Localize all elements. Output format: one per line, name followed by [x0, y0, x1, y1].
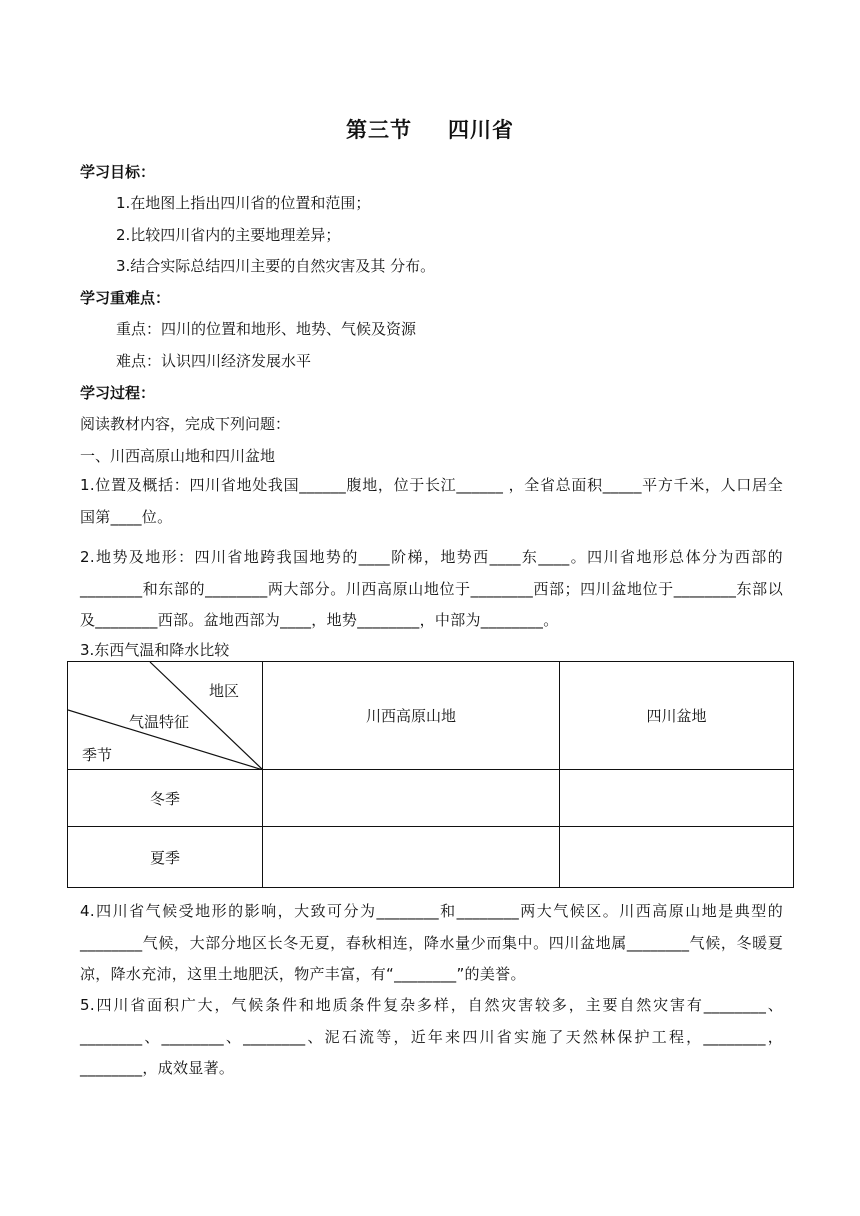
question-4: 4.四川省气候受地形的影响，大致可分为________和________两大气候区。川西高原山地是典型的________气候，大部分地区长冬无夏，春秋相连，降水量少而集中。四川盆地属________气候，冬暖夏凉，降水充沛，这里土地肥沃，物产丰富，有“________”的美誉。	[80, 902, 783, 983]
table-cell-summer-basin[interactable]	[560, 827, 794, 888]
table-cell-winter-plateau[interactable]	[263, 770, 560, 827]
corner-region-label: 地区	[209, 682, 240, 700]
key-points-heading: 学习重难点：	[80, 289, 171, 307]
section-heading-1: 一、川西高原山地和四川盆地	[80, 447, 276, 465]
question-2: 2.地势及地形：四川省地跨我国地势的____阶梯，地势西____东____。四川省地形总体分为西部的________和东部的________两大部分。川西高原山地位于________西部；四川盆地位于________东部以及________西部。盆地西部为____，地势________，中部为________。	[80, 548, 783, 629]
process-heading: 学习过程：	[80, 384, 156, 402]
table-cell-winter-basin[interactable]	[560, 770, 794, 827]
question-5: 5.四川省面积广大，气候条件和地质条件复杂多样，自然灾害较多，主要自然灾害有________、________、________、________、泥石流等，近年来四川省实施了天然林保护工程，________，________，成效显著。	[80, 996, 783, 1077]
question-3: 3.东西气温和降水比较	[80, 641, 230, 659]
page-title	[0, 114, 860, 144]
question-1: 1.位置及概括：四川省地处我国______腹地，位于长江______ ，全省总面积_____平方千米，人口居全国第____位。	[80, 476, 783, 526]
objective-item-1: 1.在地图上指出四川省的位置和范围；	[116, 194, 371, 212]
title-section: 第三节	[346, 118, 412, 142]
difficulty-point: 难点：认识四川经济发展水平	[116, 352, 312, 370]
objective-item-3: 3.结合实际总结四川主要的自然灾害及其 分布。	[116, 257, 436, 275]
title-province: 四川省	[448, 118, 514, 142]
corner-feature-label: 气温特征	[129, 713, 190, 731]
row-label-summer: 夏季	[68, 827, 263, 888]
climate-comparison-table	[67, 661, 794, 888]
objective-item-2: 2.比较四川省内的主要地理差异；	[116, 226, 341, 244]
corner-season-label: 季节	[82, 746, 113, 764]
focus-point: 重点：四川的位置和地形、地势、气候及资源	[116, 320, 417, 338]
column-header-western-plateau: 川西高原山地	[263, 662, 560, 770]
row-label-winter: 冬季	[68, 770, 263, 827]
objectives-heading: 学习目标：	[80, 163, 156, 181]
column-header-sichuan-basin: 四川盆地	[560, 662, 794, 770]
process-intro: 阅读教材内容，完成下列问题：	[80, 415, 291, 433]
table-cell-summer-plateau[interactable]	[263, 827, 560, 888]
table-corner-cell	[68, 662, 263, 770]
